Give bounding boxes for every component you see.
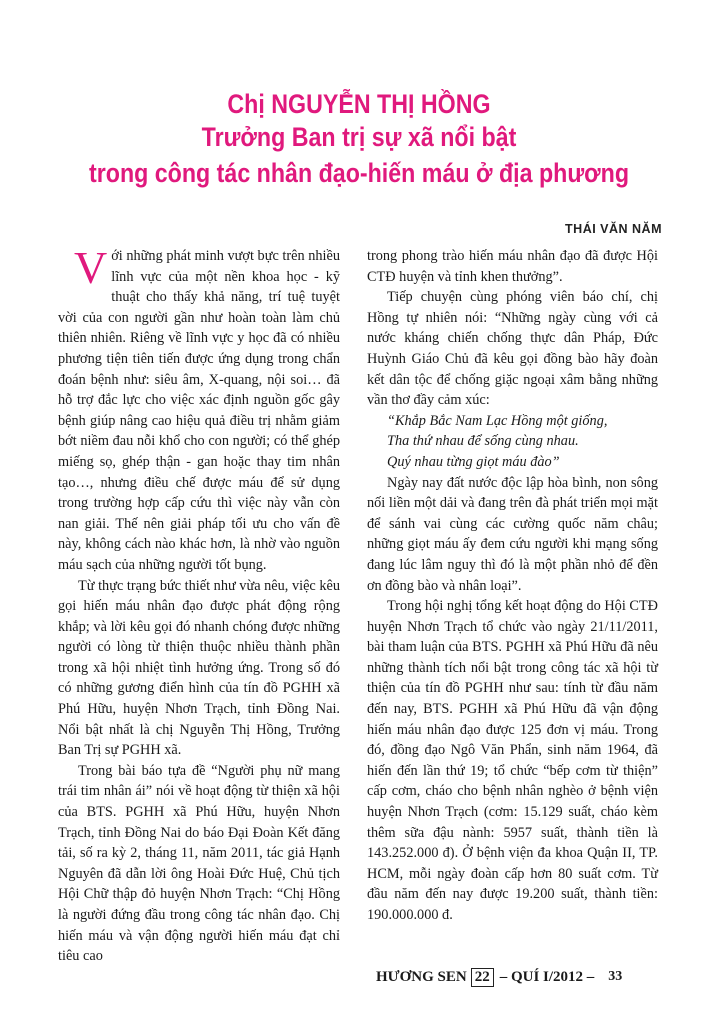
poem-line-3: Quý nhau từng giọt máu đào” bbox=[387, 453, 560, 470]
magazine-name: HƯƠNG SEN bbox=[376, 968, 467, 985]
article-title bbox=[0, 88, 718, 192]
paragraph-3: Trong bài báo tựa đề “Người phụ nữ mang trái tim nhân ái” nói về hoạt động từ thiện xã hội của BTS. PGHH xã Phú Hữu, huyện Nhơn Trạch, tỉnh Đồng Nai do báo Đại Đoàn Kết đăng tải, số ra kỳ 2, tháng 11, năm 2011, tác giả Hạnh Nguyên đã dẫn lời ông Hoài Đức Huệ, Chủ tịch Hội Chữ thập đỏ huyện Nhơn Trạch: “Chị Hồng là người đứng đầu trong công tác nhân đạo. Chị hiến máu và vận động người hiến máu đạt chỉ tiêu cao bbox=[58, 762, 340, 965]
right-column bbox=[367, 246, 658, 926]
left-column bbox=[58, 242, 340, 967]
title-line-3: trong công tác nhân đạo-hiến máu ở địa phương bbox=[88, 158, 630, 188]
page-number: 33 bbox=[608, 969, 623, 984]
paragraph-conference: Trong hội nghị tổng kết hoạt động do Hội CTĐ huyện Nhơn Trạch tổ chức vào ngày 21/11/2011, bài tham luận của BTS. PGHH xã Phú Hữu đã nêu những thành tích nổi bật trong công tác xã hội từ thiện của tín đồ PGHH như sau: tính từ đầu năm đến nay, BTS. PGHH xã Phú Hữu đã vận động hiến máu nhân đạo được 125 đơn vị máu. Trong đó, đồng đạo Ngô Văn Phẩn, sinh năm 1964, đã hiến đến lần thứ 19; tổ chức “bếp cơm từ thiện” cấp cơm, cháo cho bệnh nhân nghèo ở bệnh viện huyện Nhơn Trạch (cơm: 15.129 suất, cháo kèm thêm sữa đậu nành: 5957 suất, thành tiền là 143.252.000 đ). Ở bệnh viện đa khoa Quận II, TP. HCM, mỗi ngày đoàn cấp hơn 80 suất cơm. Từ đầu năm đến nay được 19.200 suất, thành tiền: 190.000.000 đ. bbox=[367, 598, 658, 923]
page-footer bbox=[376, 965, 666, 989]
drop-cap: V bbox=[74, 242, 108, 293]
paragraph-2: Từ thực trạng bức thiết như vừa nêu, việc kêu gọi hiến máu nhân đạo được phát động rộng khắp; và lời kêu gọi đó nhanh chóng được những người có lòng từ thiện thuộc nhiều thành phần trong xã hội nhiệt tình hưởng ứng. Trong số đó có những gương điển hình của tín đồ PGHH xã Phú Hữu, huyện Nhơn Trạch, tỉnh Đồng Nai. Nổi bật nhất là chị Nguyễn Thị Hồng, Trưởng Ban Trị sự PGHH xã. bbox=[58, 577, 340, 759]
author-byline: THÁI VĂN NĂM bbox=[565, 222, 662, 236]
issue-period: – QUÍ I/2012 – bbox=[499, 968, 595, 985]
poem-line-1: “Khắp Bắc Nam Lạc Hồng một giống, bbox=[387, 412, 608, 429]
poem-line-2: Tha thứ nhau để sống cùng nhau. bbox=[387, 433, 579, 450]
title-line-2: Trưởng Ban trị sự xã nổi bật bbox=[201, 122, 517, 152]
paragraph-continued: trong phong trào hiến máu nhân đạo đã được Hội CTĐ huyện và tỉnh khen thưởng”. bbox=[367, 248, 658, 285]
paragraph-quote-intro: Tiếp chuyện cùng phóng viên báo chí, chị Hồng tự nhiên nói: “Những ngày cùng với cả nước kháng chiến chống thực dân Pháp, Đức Huỳnh Giáo Chủ đã kêu gọi đồng bào hãy đoàn kết dân tộc để chống giặc ngoại xâm bằng những vần thơ đầy cảm xúc: bbox=[367, 289, 658, 409]
title-line-1: Chị NGUYỄN THỊ HỒNG bbox=[227, 89, 491, 119]
issue-number: 22 bbox=[471, 968, 494, 987]
paragraph-1 bbox=[58, 242, 340, 576]
paragraph-today: Ngày nay đất nước độc lập hòa bình, non sông nối liền một dải và đang trên đà phát triển mọi mặt để sánh vai cùng các cường quốc năm châu; những giọt máu ấy đem cứu người khi mạng sống đang lúc lâm nguy thì đó là một phần nhỏ để đền ơn đồng bào và nhân loại”. bbox=[367, 474, 658, 594]
paragraph-1-text: ới những phát minh vượt bực trên nhiều lĩnh vực của một nền khoa học - kỹ thuật cho thấy khả năng, trí tuệ tuyệt vời của con người gần như hoàn toàn làm chủ thiên nhiên. Riêng về lĩnh vực y học đã có nhiều phương tiện tiên tiến được ứng dụng trong chẩn đoán bệnh như: siêu âm, X-quang, nội soi… đã hỗ trợ đắc lực cho việc xác định nguồn gốc gây bệnh giúp nâng cao hiệu quả điều trị nhằm giảm bớt niềm đau nỗi khổ cho con người; có thể ghép miếng sọ, ghép thận - gan hoặc thay tim nhân tạo…, nhưng điều chế được máu để sử dụng trong trường hợp cấp cứu thì việc này vẫn còn nan giải. Thế nên giải pháp tối ưu cho vấn đề này, không cách nào khác hơn, là nhờ vào nguồn máu sạch của những người tốt bụng. bbox=[58, 248, 340, 573]
